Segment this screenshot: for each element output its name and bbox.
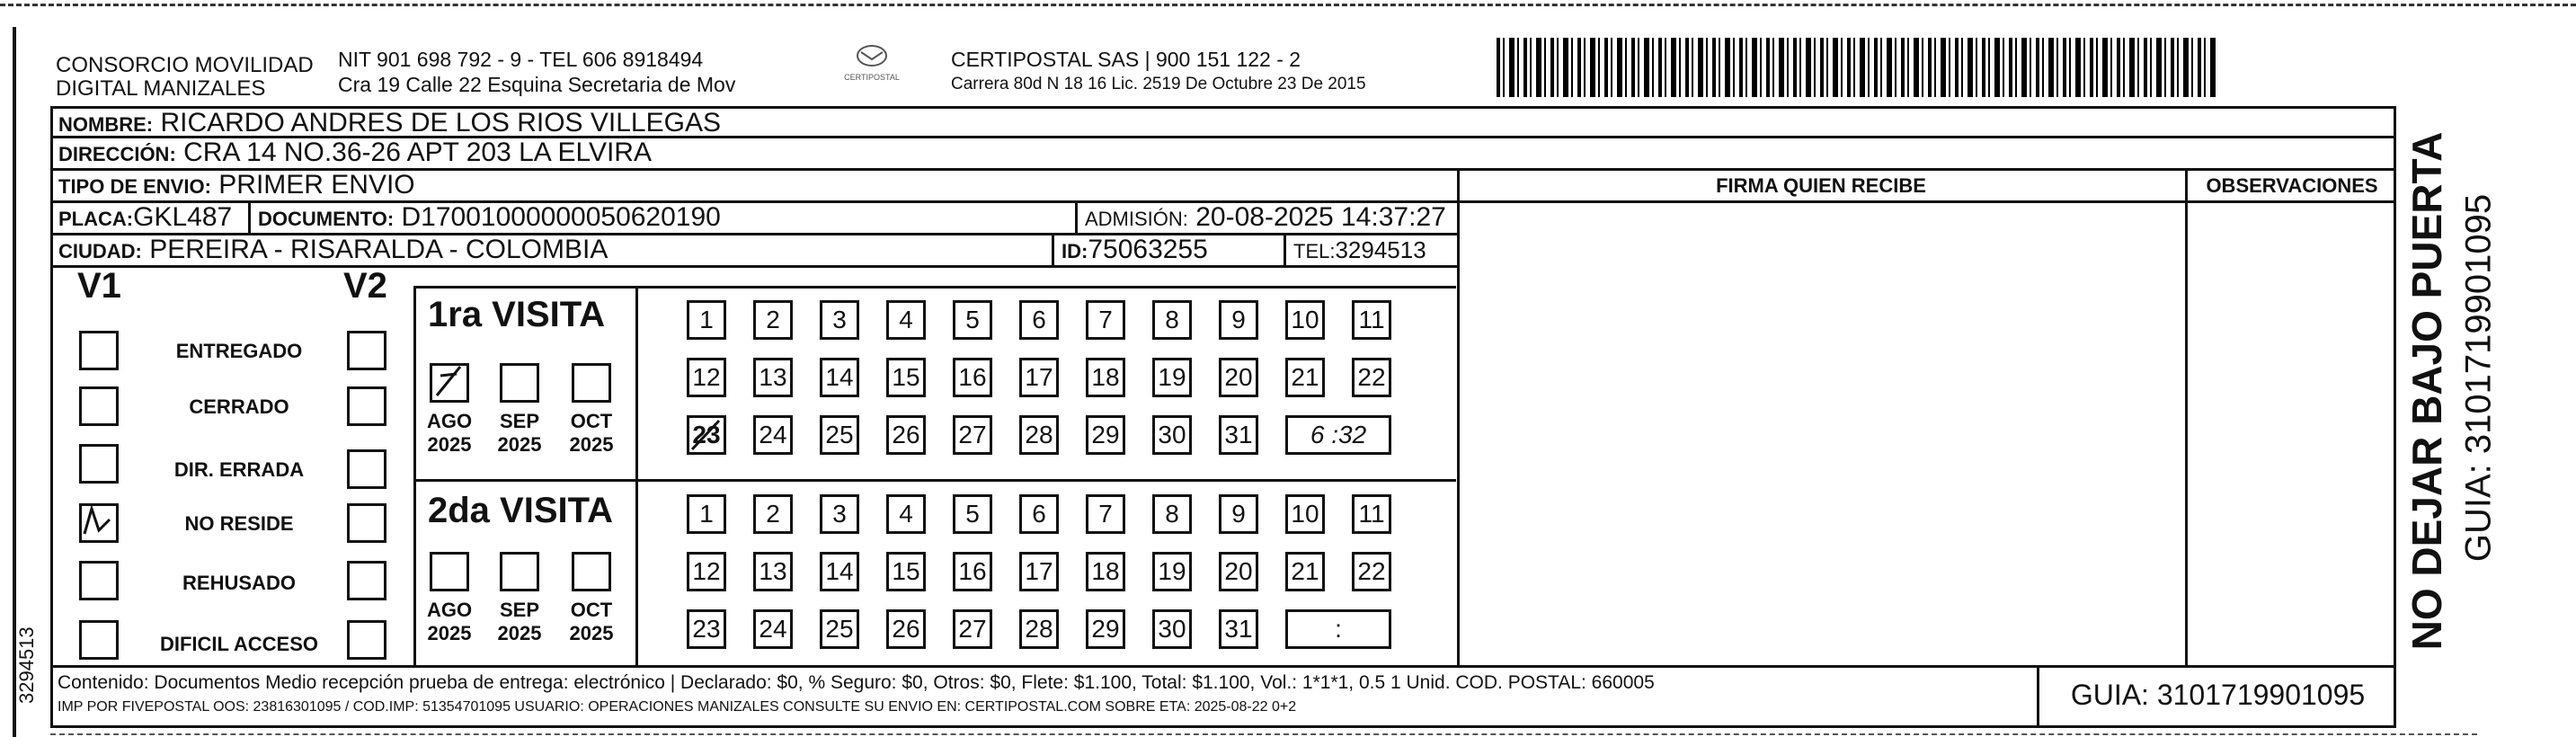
second-day-29[interactable]: 29: [1086, 609, 1125, 649]
reason-cerrado: CERRADO: [189, 395, 289, 418]
second-month-box-oct[interactable]: [572, 552, 611, 591]
second-day-26[interactable]: 26: [886, 609, 926, 649]
tel-cell: [1293, 235, 1460, 265]
first-day-14[interactable]: 14: [820, 358, 859, 397]
first-day-11[interactable]: 11: [1352, 300, 1391, 340]
second-day-3[interactable]: 3: [820, 494, 859, 534]
placa-label: PLACA:: [58, 208, 134, 230]
second-day-20[interactable]: 20: [1219, 552, 1258, 591]
direccion-label: DIRECCIÓN:: [58, 143, 176, 165]
cut-line-bottom: [50, 733, 2477, 735]
tipo-row: [50, 171, 1460, 203]
second-day-4[interactable]: 4: [886, 494, 926, 534]
first-day-2[interactable]: 2: [753, 300, 793, 340]
second-month-label-ago: AGO 2025: [426, 599, 473, 644]
first-day-26[interactable]: 26: [886, 415, 926, 455]
first-day-21[interactable]: 21: [1285, 358, 1325, 397]
left-edge-text: 3294513: [15, 626, 38, 704]
envelope-icon: [856, 43, 888, 68]
second-day-10[interactable]: 10: [1285, 494, 1325, 534]
company-name: [56, 54, 314, 101]
company-line2: DIGITAL MANIZALES: [56, 76, 266, 101]
v2-label: V2: [343, 266, 387, 306]
first-day-22[interactable]: 22: [1352, 358, 1391, 397]
ciudad-row: [50, 235, 1460, 268]
certi-line1: CERTIPOSTAL SAS | 900 151 122 - 2: [951, 48, 1301, 71]
ciudad-cell: [58, 235, 1054, 265]
v1-checkbox-dir-errada[interactable]: [79, 444, 119, 484]
second-day-31[interactable]: 31: [1219, 609, 1258, 649]
side-warning: NO DEJAR BAJO PUERTA: [2403, 131, 2450, 651]
documento-cell: [258, 203, 1078, 233]
nombre-label: NOMBRE:: [58, 113, 154, 136]
first-month-label-ago: AGO 2025: [426, 410, 473, 456]
second-day-11[interactable]: 11: [1352, 494, 1391, 534]
first-day-19[interactable]: 19: [1152, 358, 1192, 397]
id-value: 75063255: [1088, 235, 1208, 264]
first-day-10[interactable]: 10: [1285, 300, 1325, 340]
second-month-box-sep[interactable]: [500, 552, 539, 591]
second-day-5[interactable]: 5: [953, 494, 992, 534]
admision-label: ADMISIÓN:: [1085, 208, 1188, 230]
certi-line2: Carrera 80d N 18 16 Lic. 2519 De Octubre 23 De 2015: [951, 75, 1366, 93]
first-month-box-oct[interactable]: [572, 363, 611, 403]
v2-checkbox-entregado[interactable]: [347, 331, 386, 370]
second-day-25[interactable]: 25: [820, 609, 859, 649]
second-day-15[interactable]: 15: [886, 552, 926, 591]
barcode: [1497, 38, 2216, 97]
first-day-24[interactable]: 24: [753, 415, 793, 455]
documento-value: D17001000000050620190: [401, 203, 721, 232]
cut-line-top: [0, 4, 2576, 6]
first-day-18[interactable]: 18: [1086, 358, 1125, 397]
first-day-3[interactable]: 3: [820, 300, 859, 340]
first-day-9[interactable]: 9: [1219, 300, 1258, 340]
second-day-22[interactable]: 22: [1352, 552, 1391, 591]
reason-rehusado: REHUSADO: [182, 572, 296, 594]
v1-checkbox-dificil-acceso[interactable]: [79, 620, 119, 660]
firma-header: [1457, 171, 2188, 203]
v2-checkbox-no-reside[interactable]: [347, 503, 386, 543]
first-day-23[interactable]: 23: [687, 415, 726, 455]
ciudad-value: PEREIRA - RISARALDA - COLOMBIA: [149, 235, 608, 264]
footer-contenido: Contenido: Documentos Medio recepción prueba de entrega: electrónico | Declarado: $0, % Seguro: $0, Otros: $0, Flete: $1.100, Total: $1.100, Vol.: 1*1*1, 0.5 1 Unid. COD. POSTAL: 660005: [58, 672, 1655, 693]
first-day-16[interactable]: 16: [953, 358, 992, 397]
v1-checkbox-cerrado[interactable]: [79, 386, 119, 426]
check-mark-icon: [79, 503, 119, 543]
second-day-12[interactable]: 12: [687, 552, 726, 591]
observaciones-label: OBSERVACIONES: [2206, 174, 2378, 197]
first-day-6[interactable]: 6: [1019, 300, 1059, 340]
company-line1: CONSORCIO MOVILIDAD: [56, 53, 314, 77]
reason-dificil-acceso: DIFICIL ACCESO: [159, 633, 318, 655]
first-day-1[interactable]: 1: [687, 300, 726, 340]
second-day-23[interactable]: 23: [687, 609, 726, 649]
second-day-17[interactable]: 17: [1019, 552, 1059, 591]
v1-label: V1: [77, 266, 121, 306]
first-day-28[interactable]: 28: [1019, 415, 1059, 455]
check-mark-icon: [687, 415, 726, 455]
admision-value: 20-08-2025 14:37:27: [1195, 203, 1446, 232]
second-day-16[interactable]: 16: [953, 552, 992, 591]
reason-entregado: ENTREGADO: [175, 340, 303, 362]
tel-label: TEL:: [1293, 240, 1336, 262]
tel-value: 3294513: [1335, 236, 1426, 263]
reason-no-reside: NO RESIDE: [184, 512, 294, 535]
first-day-8[interactable]: 8: [1152, 300, 1192, 340]
second-day-7[interactable]: 7: [1086, 494, 1125, 534]
second-day-21[interactable]: 21: [1285, 552, 1325, 591]
placa-row: [50, 203, 1460, 235]
second-month-label-sep: SEP 2025: [497, 599, 542, 644]
first-time-box[interactable]: 6 :32: [1285, 415, 1391, 455]
id-cell: [1061, 235, 1286, 265]
first-day-13[interactable]: 13: [753, 358, 793, 397]
first-month-label-sep: SEP 2025: [497, 410, 542, 456]
admision-cell: [1085, 203, 1460, 233]
id-label: ID:: [1061, 240, 1088, 262]
second-day-9[interactable]: 9: [1219, 494, 1258, 534]
first-day-20[interactable]: 20: [1219, 358, 1258, 397]
second-day-24[interactable]: 24: [753, 609, 793, 649]
second-visit-title: 2da VISITA: [428, 491, 613, 530]
logo-text: CERTIPOSTAL: [844, 73, 900, 82]
first-day-29[interactable]: 29: [1086, 415, 1125, 455]
certipostal-logo: [836, 43, 908, 97]
second-day-2[interactable]: 2: [753, 494, 793, 534]
side-guia: GUIA: 3101719901095: [2458, 193, 2499, 563]
second-day-8[interactable]: 8: [1152, 494, 1192, 534]
nit-line: NIT 901 698 792 - 9 - TEL 606 8918494: [338, 48, 704, 71]
first-day-15[interactable]: 15: [886, 358, 926, 397]
ciudad-label: CIUDAD:: [58, 240, 142, 262]
v2-checkbox-dir-errada[interactable]: [347, 449, 386, 489]
second-day-18[interactable]: 18: [1086, 552, 1125, 591]
second-time-box[interactable]: :: [1285, 609, 1391, 649]
first-month-box-sep[interactable]: [500, 363, 539, 403]
observaciones-header: [2188, 171, 2396, 203]
direccion-row: [50, 138, 2396, 171]
second-day-1[interactable]: 1: [687, 494, 726, 534]
address-line: Cra 19 Calle 22 Esquina Secretaria de Mov: [338, 73, 736, 96]
tipo-label: TIPO DE ENVIO:: [58, 175, 211, 198]
first-day-27[interactable]: 27: [953, 415, 992, 455]
certipostal-info: [951, 47, 1366, 97]
direccion-value: CRA 14 NO.36-26 APT 203 LA ELVIRA: [183, 138, 652, 167]
placa-value: GKL487: [133, 203, 233, 232]
firma-area: [1457, 203, 2188, 665]
second-day-19[interactable]: 19: [1152, 552, 1192, 591]
check-mark-icon: [430, 363, 469, 403]
first-day-17[interactable]: 17: [1019, 358, 1059, 397]
second-month-box-ago[interactable]: [430, 552, 469, 591]
first-visit-title: 1ra VISITA: [428, 295, 606, 334]
first-day-31[interactable]: 31: [1219, 415, 1258, 455]
firma-label: FIRMA QUIEN RECIBE: [1716, 174, 1926, 197]
second-month-label-oct: OCT 2025: [569, 599, 614, 644]
v1-checkbox-no-reside[interactable]: [79, 503, 119, 543]
footer-imp-line: IMP POR FIVEPOSTAL OOS: 23816301095 / COD.IMP: 51354701095 USUARIO: OPERACIONES MANIZALES CONSULTE SU ENVIO EN: CERTIPOSTAL.COM SOBRE ETA: 2025-08-22 0+2: [58, 699, 1297, 715]
nombre-row: [50, 106, 2396, 138]
nombre-value: RICARDO ANDRES DE LOS RIOS VILLEGAS: [160, 108, 721, 138]
first-day-5[interactable]: 5: [953, 300, 992, 340]
footer-guia: GUIA: 3101719901095: [2070, 679, 2366, 711]
first-day-25[interactable]: 25: [820, 415, 859, 455]
first-month-label-oct: OCT 2025: [569, 410, 614, 456]
v1-checkbox-entregado[interactable]: [79, 331, 119, 370]
footer-guia-box: [2037, 665, 2396, 728]
reason-dir-errada: DIR. ERRADA: [173, 458, 305, 481]
v2-checkbox-cerrado[interactable]: [347, 386, 386, 426]
first-day-7[interactable]: 7: [1086, 300, 1125, 340]
second-day-28[interactable]: 28: [1019, 609, 1059, 649]
first-day-4[interactable]: 4: [886, 300, 926, 340]
second-day-14[interactable]: 14: [820, 552, 859, 591]
second-day-6[interactable]: 6: [1019, 494, 1059, 534]
first-month-box-ago[interactable]: [430, 363, 469, 403]
documento-label: DOCUMENTO:: [258, 208, 395, 230]
company-contact: [338, 47, 735, 97]
v2-checkbox-dificil-acceso[interactable]: [347, 620, 386, 660]
v1-checkbox-rehusado[interactable]: [79, 561, 119, 600]
second-day-30[interactable]: 30: [1152, 609, 1192, 649]
second-day-27[interactable]: 27: [953, 609, 992, 649]
first-day-30[interactable]: 30: [1152, 415, 1192, 455]
tipo-value: PRIMER ENVIO: [218, 171, 415, 200]
second-day-13[interactable]: 13: [753, 552, 793, 591]
first-day-12[interactable]: 12: [687, 358, 726, 397]
placa-cell: [58, 203, 251, 233]
v2-checkbox-rehusado[interactable]: [347, 561, 386, 600]
